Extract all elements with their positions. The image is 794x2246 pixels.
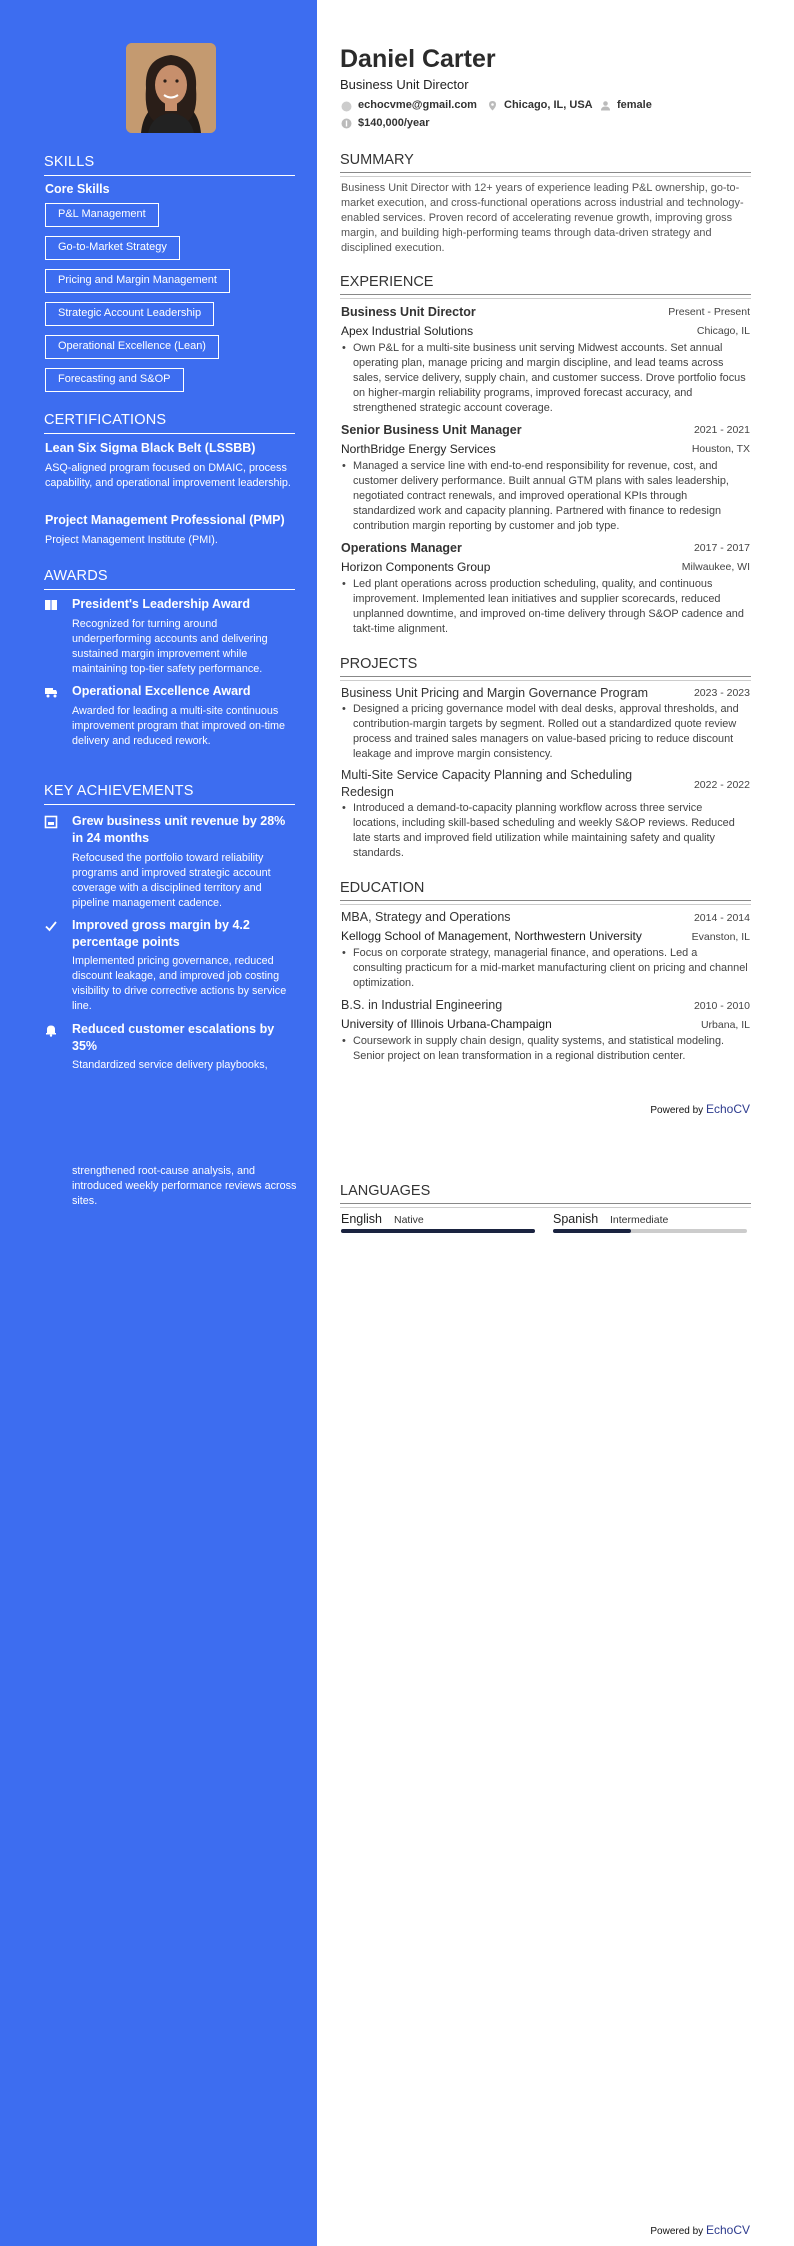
- achievement-desc: Implemented pricing governance, reduced discount leakage, and improved job costing visibility to drive corrective actions by service line.: [72, 955, 287, 1012]
- contact-gender: female: [617, 99, 652, 111]
- powered-by-label: Powered by: [650, 1105, 704, 1116]
- education-date: 2014 - 2014: [693, 912, 750, 924]
- powered-by-bottom: [650, 2223, 750, 2237]
- achievement-desc: Refocused the portfolio toward reliability programs and improved strategic account coverage with a disciplined territory and pipeline management cadence.: [72, 852, 271, 909]
- bell-icon: [44, 1023, 58, 1037]
- job-title: Business Unit Director: [341, 305, 476, 319]
- contact-location: Chicago, IL, USA: [504, 99, 593, 111]
- achievement-desc-continued: strengthened root-cause analysis, and introduced weekly performance reviews across sites.: [72, 1165, 297, 1207]
- languages-heading: LANGUAGES: [340, 1183, 751, 1204]
- job-company: NorthBridge Energy Services: [341, 442, 496, 456]
- language-name: English: [341, 1212, 382, 1226]
- job-location: Milwaukee, WI: [681, 561, 750, 573]
- powered-by: [650, 1102, 750, 1116]
- education-location: Urbana, IL: [700, 1019, 750, 1031]
- language-bar: [341, 1229, 535, 1233]
- brand-logo[interactable]: EchoCV: [705, 1102, 750, 1116]
- education-school: Kellogg School of Management, Northwestern University: [341, 929, 642, 943]
- summary-text: Business Unit Director with 12+ years of experience leading P&L ownership, go-to-market execution, and cross-functional operations across industrial and technology-enabled services. Proven record of accelerating revenue growth, improving gross margin, and building high-performing teams through data-driven strategy and disciplined execution.: [341, 182, 744, 254]
- projects-heading: PROJECTS: [340, 656, 751, 677]
- contact-salary: $140,000/year: [358, 117, 430, 129]
- chart-box-icon: [44, 815, 58, 829]
- language-bar-fill: [341, 1229, 535, 1233]
- project-title: Multi-Site Service Capacity Planning and Scheduling Redesign: [341, 768, 633, 799]
- language-name: Spanish: [553, 1212, 599, 1226]
- award-title: President's Leadership Award: [72, 597, 251, 611]
- summary-heading: SUMMARY: [340, 152, 751, 173]
- skill-tag: Pricing and Margin Management: [45, 269, 230, 293]
- award-desc: Recognized for turning around underperforming accounts and delivering sustained margin improvement while maintaining top-tier safety performance.: [72, 618, 268, 675]
- certification-desc: ASQ-aligned program focused on DMAIC, process capability, and operational improvement leadership.: [45, 462, 291, 489]
- job-company: Horizon Components Group: [341, 560, 491, 574]
- language-bar: [553, 1229, 747, 1233]
- sidebar: [0, 0, 317, 2246]
- award-title: Operational Excellence Award: [72, 684, 251, 698]
- achievement-desc: Standardized service delivery playbooks,: [72, 1059, 268, 1071]
- language-bar-fill: [553, 1229, 631, 1233]
- certification-desc: Project Management Institute (PMI).: [45, 534, 218, 546]
- certifications-heading: CERTIFICATIONS: [44, 412, 295, 434]
- core-skills-label: Core Skills: [45, 182, 110, 196]
- education-date: 2010 - 2010: [693, 1000, 750, 1012]
- experience-heading: EXPERIENCE: [340, 274, 751, 295]
- location-pin-icon: [487, 100, 498, 111]
- language-level: Native: [394, 1214, 424, 1226]
- job-bullet: • Led plant operations across production scheduling, quality, and continuous improvement. Implemented lean initiatives and supplier scorecards, reduced unplanned downtime, and improved on-time delivery through S&OP cadence and takt-time alignment.: [341, 577, 749, 637]
- job-bullet: • Own P&L for a multi-site business unit serving Midwest accounts. Set annual operating plan, manage pricing and margin discipline, and lead teams across sales, service delivery, supply chain, and customer success. Drove portfolio focus on higher-margin reliability programs, improved forecast accuracy, and strengthened strategic account coverage.: [341, 341, 749, 416]
- education-heading: EDUCATION: [340, 880, 751, 901]
- job-date: Present - Present: [668, 306, 750, 318]
- skill-tag: P&L Management: [45, 203, 159, 227]
- education-bullet: • Focus on corporate strategy, managerial finance, and operations. Led a consulting practicum for a mid-market manufacturing client on pricing and channel optimization.: [341, 946, 749, 991]
- project-date: 2023 - 2023: [693, 687, 750, 699]
- job-company: Apex Industrial Solutions: [341, 324, 474, 338]
- project-title: Business Unit Pricing and Margin Governance Program: [341, 686, 649, 700]
- achievement-title: Grew business unit revenue by 28% in 24 months: [72, 814, 286, 845]
- person-icon: [600, 100, 611, 111]
- project-bullet: • Introduced a demand-to-capacity planning workflow across three service locations, including skill-based scheduling and weekly S&OP reviews. Reduced late starts and improved field utilization while maintaining safety and quality standards.: [341, 801, 749, 861]
- candidate-role: Business Unit Director: [340, 77, 469, 92]
- avatar: [126, 43, 216, 133]
- skill-tag: Go-to-Market Strategy: [45, 236, 180, 260]
- achievement-title: Improved gross margin by 4.2 percentage points: [72, 918, 250, 949]
- salary-icon: [341, 118, 352, 129]
- check-icon: [44, 919, 58, 933]
- award-book-icon: [44, 598, 58, 612]
- skill-tag: Operational Excellence (Lean): [45, 335, 219, 359]
- skill-tag: Strategic Account Leadership: [45, 302, 214, 326]
- education-degree: MBA, Strategy and Operations: [341, 910, 511, 924]
- job-date: 2017 - 2017: [693, 542, 750, 554]
- job-date: 2021 - 2021: [693, 424, 750, 436]
- job-title: Senior Business Unit Manager: [341, 423, 522, 437]
- skills-heading: SKILLS: [44, 154, 295, 176]
- award-desc: Awarded for leading a multi-site continuous improvement program that improved on-time delivery and reduced rework.: [72, 705, 286, 747]
- certification-name: Project Management Professional (PMP): [45, 513, 285, 527]
- certification-name: Lean Six Sigma Black Belt (LSSBB): [45, 441, 256, 455]
- powered-by-label: Powered by: [650, 2226, 704, 2237]
- job-location: Chicago, IL: [696, 325, 750, 337]
- job-title: Operations Manager: [341, 541, 462, 555]
- education-degree: B.S. in Industrial Engineering: [341, 998, 503, 1012]
- education-location: Evanston, IL: [691, 931, 750, 943]
- project-bullet: • Designed a pricing governance model with deal desks, approval thresholds, and contribution-margin targets by segment. Rolled out a standardized quote review process and trained sales managers on value-based pricing to reduce discount leakage and improve margin consistency.: [341, 702, 749, 762]
- job-location: Houston, TX: [691, 443, 750, 455]
- project-date: 2022 - 2022: [693, 779, 750, 791]
- education-bullet: • Coursework in supply chain design, quality systems, and statistical modeling. Senior project on lean transformation in a regional distribution center.: [341, 1034, 749, 1064]
- language-level: Intermediate: [610, 1214, 669, 1226]
- candidate-name: Daniel Carter: [340, 45, 496, 73]
- brand-logo[interactable]: EchoCV: [705, 2223, 750, 2237]
- skill-tag: Forecasting and S&OP: [45, 368, 184, 392]
- key-achievements-heading: KEY ACHIEVEMENTS: [44, 783, 295, 805]
- job-bullet: • Managed a service line with end-to-end responsibility for revenue, cost, and customer delivery performance. Built annual GTM plans with sales leadership, negotiated contract renewals, and improved operational KPIs through standardized work and capacity planning. Partnered with finance to redesign contribution margin reporting by customer and job type.: [341, 459, 749, 534]
- contact-email[interactable]: echocvme@gmail.com: [358, 99, 477, 111]
- education-school: University of Illinois Urbana-Champaign: [341, 1017, 552, 1031]
- awards-heading: AWARDS: [44, 568, 295, 590]
- truck-icon: [44, 685, 58, 699]
- achievement-title: Reduced customer escalations by 35%: [72, 1022, 275, 1053]
- email-icon: [341, 101, 352, 112]
